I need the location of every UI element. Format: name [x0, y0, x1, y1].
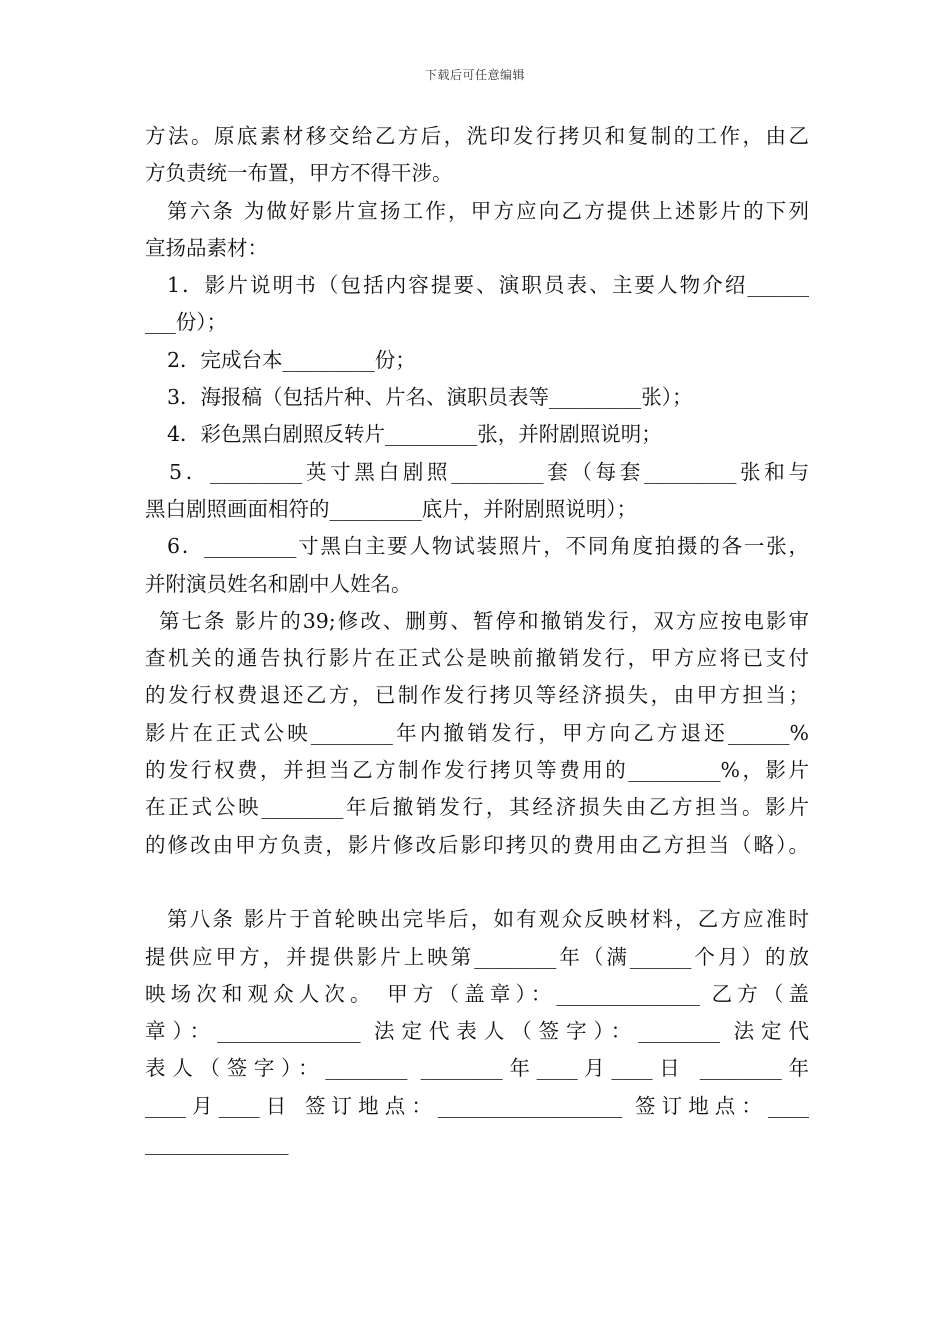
text-line: 第七条 影片的39;修改、删剪、暂停和撤销发行，双方应按电影审 [159, 608, 809, 633]
text-line: 2．完成台本_________份； [167, 347, 416, 372]
text-line: 方负责统一布置，甲方不得干涉。 [145, 161, 453, 186]
text-line: ______________ [145, 1131, 289, 1156]
text-line: 4．彩色黑白剧照反转片_________张，并附剧照说明； [167, 422, 662, 447]
text-line: ____月____日 签订地点：__________________ 签订地点：____ [145, 1093, 809, 1118]
text-line: 5．_________英寸黑白剧照_________套（每套_________张和与 [169, 459, 809, 484]
text-line: 方法。原底素材移交给乙方后，洗印发行拷贝和复制的工作，由乙 [145, 124, 809, 148]
page-header: 下载后可任意编辑 [424, 68, 525, 82]
text-line: 黑白剧照画面相符的_________底片，并附剧照说明）； [145, 496, 637, 521]
text-line: 的发行权费退还乙方，已制作发行拷贝等经济损失，由甲方担当； [145, 683, 809, 708]
text-line: 表人（签字）：________ ________年____月____日 ________年 [145, 1056, 809, 1081]
text-line: 第六条 为做好影片宣扬工作，甲方应向乙方提供上述影片的下列 [167, 198, 809, 223]
text-line: 查机关的通告执行影片在正式公是映前撤销发行，甲方应将已支付 [145, 646, 809, 671]
text-line: 提供应甲方，并提供影片上映第________年（满______个月）的放 [145, 944, 809, 969]
text-line: 影片在正式公映________年内撤销发行，甲方向乙方退还______% [145, 720, 809, 745]
text-line: 章）：______________ 法定代表人（签字）：________ 法定代 [145, 1019, 809, 1044]
text-line: 宣扬品素材： [145, 235, 268, 260]
text-line: ___份）； [145, 310, 227, 335]
text-line: 并附演员姓名和剧中人姓名。 [145, 571, 412, 596]
text-line: 在正式公映________年后撤销发行，其经济损失由乙方担当。影片 [145, 795, 809, 820]
text-line: 的修改由甲方负责，影片修改后影印拷贝的费用由乙方担当（略）。 [145, 832, 809, 857]
text-line: 第八条 影片于首轮映出完毕后，如有观众反映材料，乙方应准时 [167, 907, 809, 932]
document-body [145, 118, 809, 1162]
text-line: 6．_________寸黑白主要人物试装照片，不同角度拍摄的各一张， [167, 534, 809, 559]
text-line: 1．影片说明书（包括内容提要、演职员表、主要人物介绍______ [167, 273, 809, 298]
text-line: 的发行权费，并担当乙方制作发行拷贝等费用的_________%，影片 [145, 758, 809, 783]
text-line: 3．海报稿（包括片种、片名、演职员表等_________张）； [167, 385, 693, 410]
text-line: 映场次和观众人次。 甲方（盖章）：______________ 乙方（盖 [145, 981, 809, 1006]
blank-line [145, 864, 809, 901]
